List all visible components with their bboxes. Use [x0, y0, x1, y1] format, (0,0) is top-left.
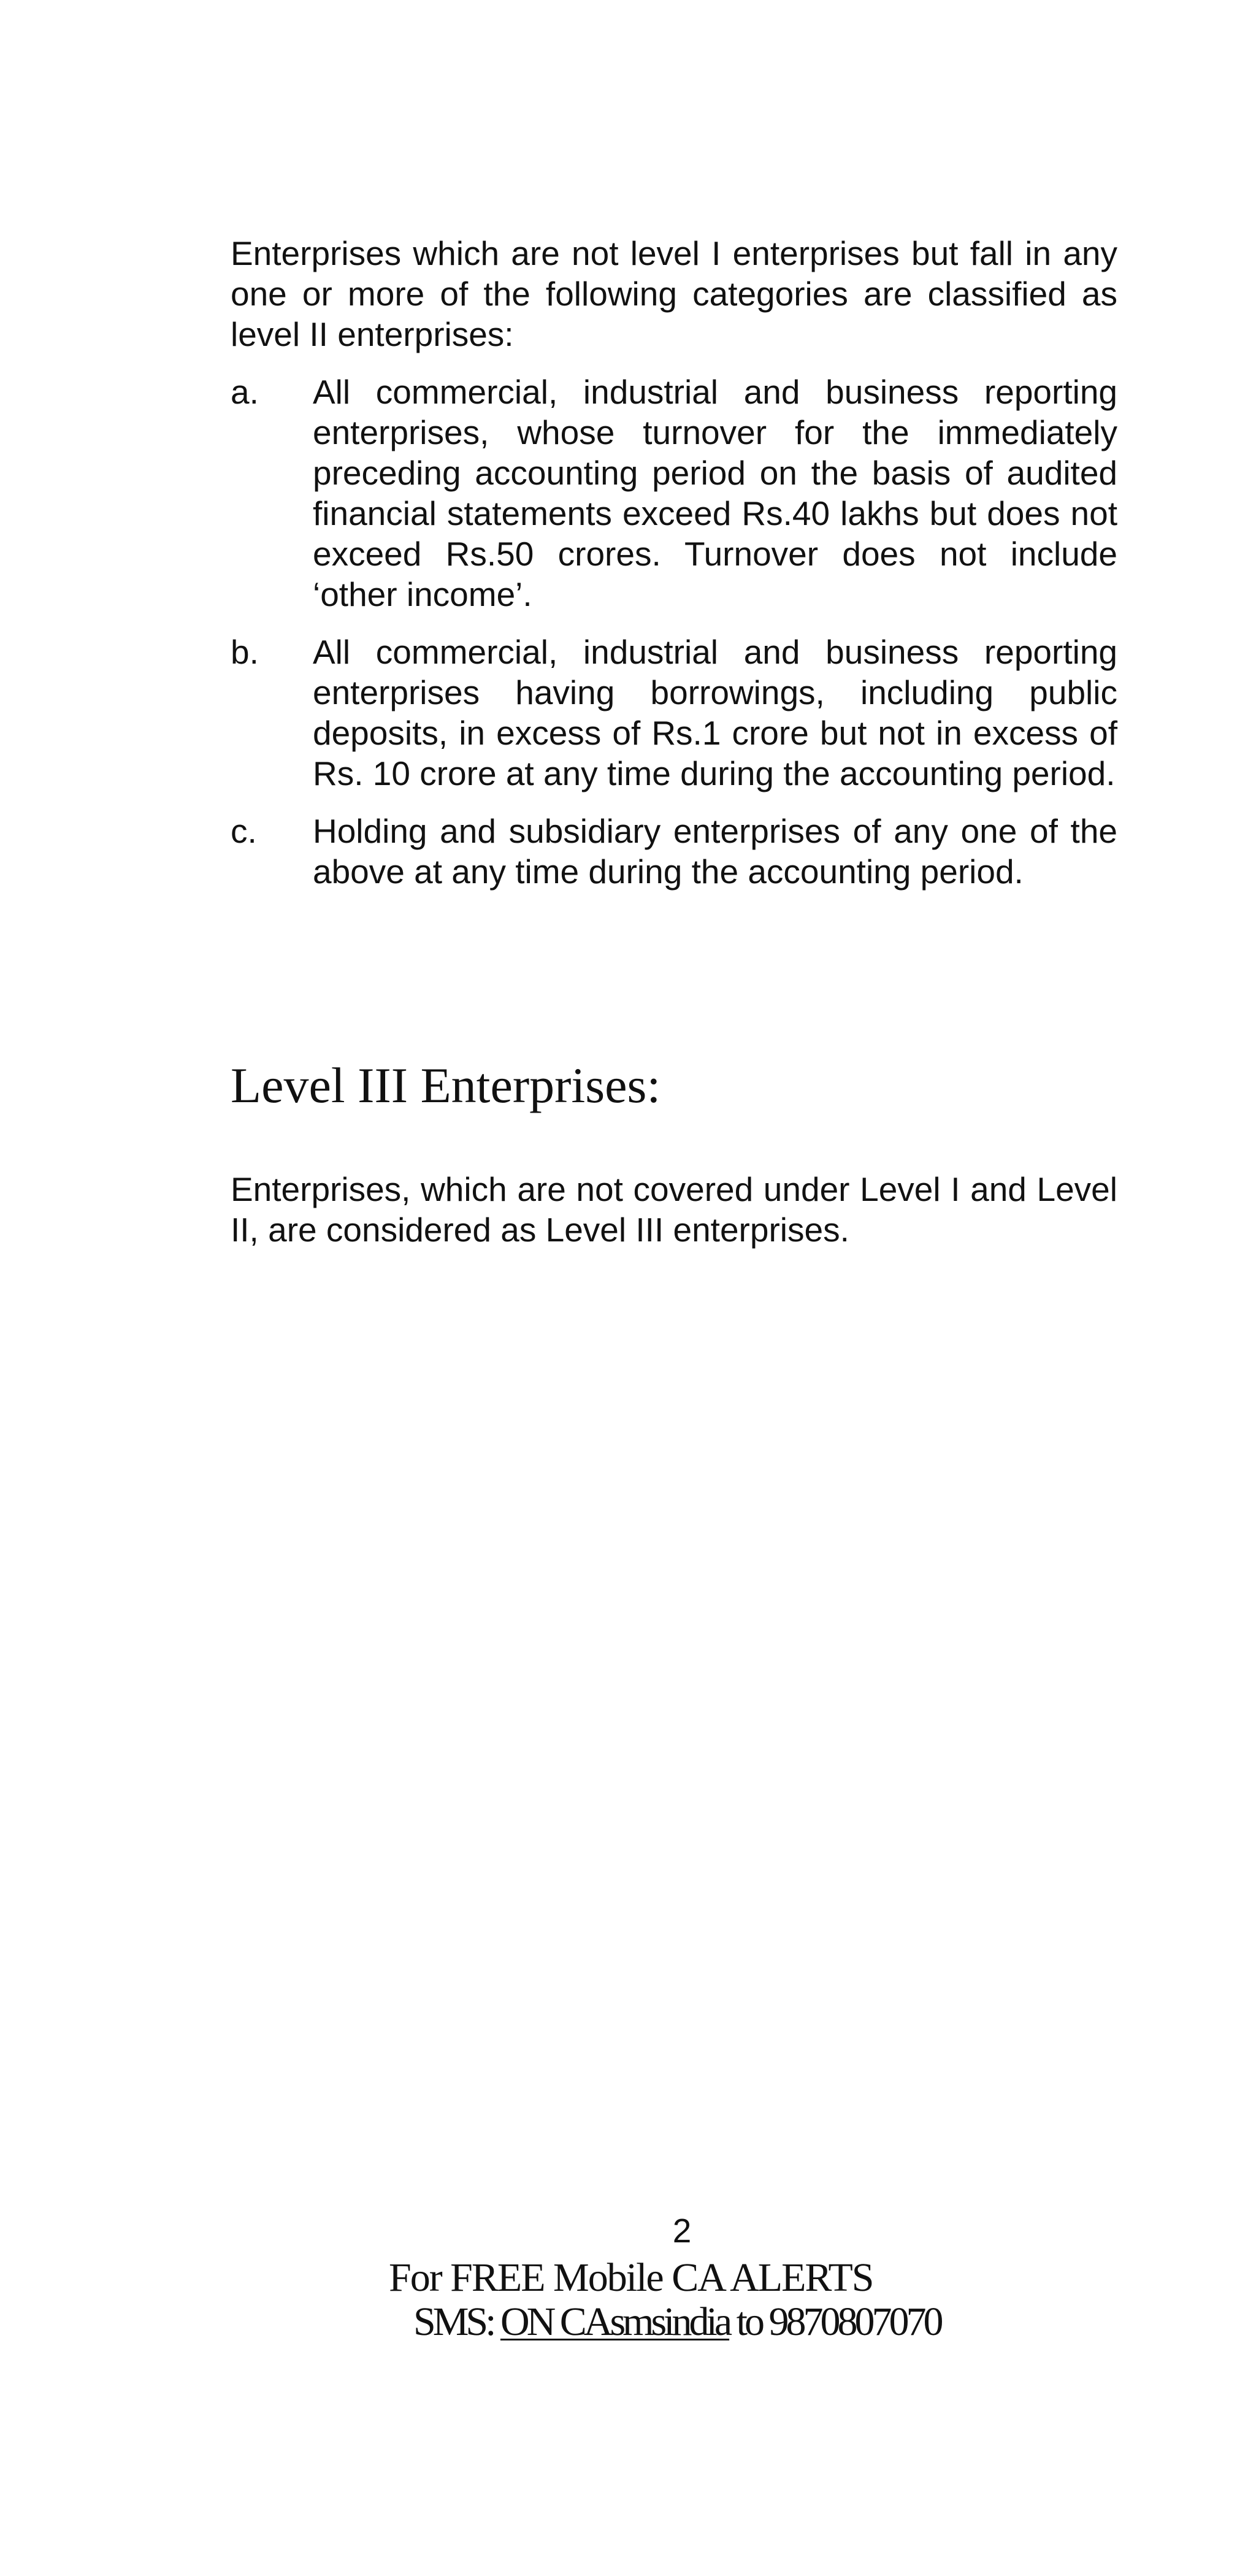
- footer-promo-line: For FREE Mobile CA ALERTS: [389, 2255, 873, 2300]
- level-iii-paragraph: Enterprises, which are not covered under Level I and Level II, are considered as Level III enterprises.: [231, 1170, 1117, 1249]
- list-item-marker: c.: [231, 812, 257, 850]
- sms-number: 9870807070: [768, 2299, 941, 2344]
- level-ii-criteria-list: [231, 372, 1117, 909]
- footer-sms-line: [413, 2299, 940, 2345]
- section-heading: Level III Enterprises:: [231, 1057, 661, 1113]
- sms-prefix: SMS:: [413, 2299, 500, 2344]
- list-item-text: All commercial, industrial and business reporting enterprises having borrowings, including public deposits, in excess of Rs.1 crore but not in excess of Rs. 10 crore at any time during the accounting period.: [313, 633, 1117, 792]
- sms-keyword-link[interactable]: ON CAsmsindia: [500, 2299, 730, 2344]
- intro-paragraph: Enterprises which are not level I enterprises but fall in any one or more of the following categories are classified as level II enterprises:: [231, 234, 1117, 353]
- sms-middle-text: to: [729, 2299, 769, 2344]
- list-item: [231, 632, 1117, 794]
- list-item: [231, 372, 1117, 615]
- list-item-text: All commercial, industrial and business reporting enterprises, whose turnover for the immediately preceding accounting period on the basis of audited financial statements exceed Rs.40 lakhs but does not exceed Rs.50 crores. Turnover does not include ‘other income’.: [313, 373, 1117, 613]
- list-item-marker: a.: [231, 373, 259, 411]
- list-item-marker: b.: [231, 633, 259, 671]
- list-item: [231, 811, 1117, 892]
- page-number: 2: [672, 2212, 692, 2250]
- list-item-text: Holding and subsidiary enterprises of any one of the above at any time during the accounting period.: [313, 812, 1117, 891]
